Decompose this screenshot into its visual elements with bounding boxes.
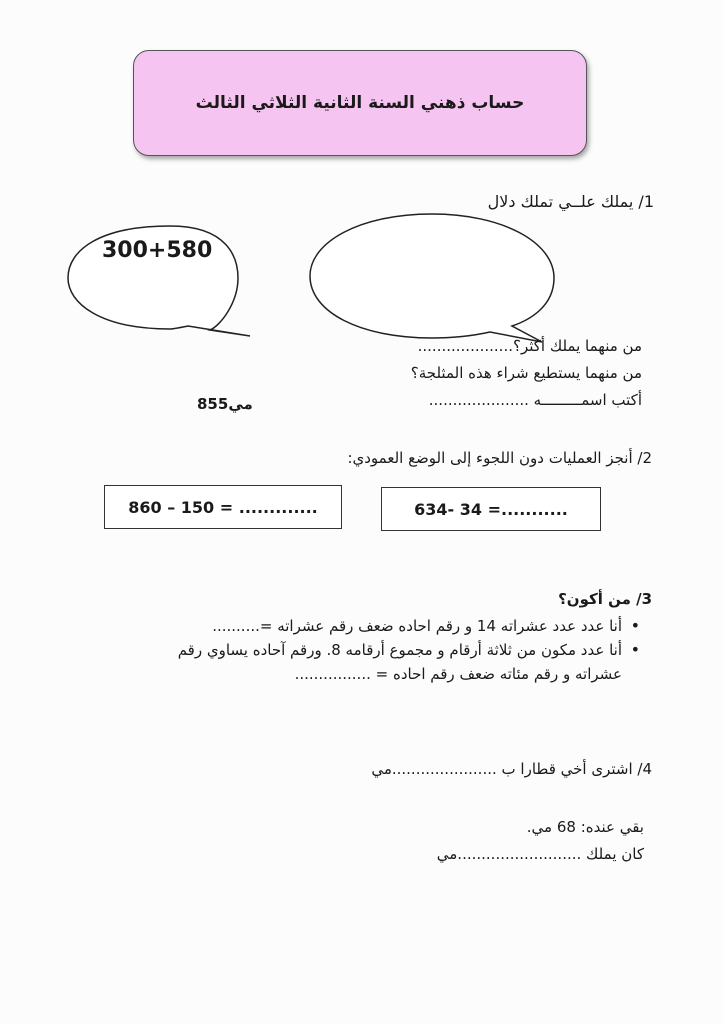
q1-question-who-has-more: من منهما يملك أكثر؟....................: [417, 337, 642, 355]
q4-had: كان يملك ..........................مي: [436, 845, 644, 863]
speech-bubble-right: [302, 208, 567, 348]
q4-header: 4/ اشترى أخي قطارا ب ......................مي: [371, 760, 652, 778]
speech-bubble-left: [60, 218, 280, 343]
q3-header: 3/ من أكون؟: [558, 590, 652, 608]
q1-question-who-can-buy: من منهما يستطيع شراء هذه المثلجة؟: [410, 364, 642, 382]
q3-bullet-2-line-1: أنا عدد مكون من ثلاثة أرقام و مجموع أرقامه 8. ورقم آحاده يساوي رقم: [177, 641, 622, 659]
q1-header: 1/ يملك علــي تملك دلال: [487, 192, 654, 211]
title-banner: [133, 50, 587, 156]
icecream-price: 855مي: [197, 395, 253, 413]
bubble-left-text: 300+580: [102, 238, 213, 263]
operation-box-left: [104, 485, 342, 529]
q3-bullet-2: [82, 638, 642, 686]
q1-write-name: أكتب اسمـــــــــه .....................: [428, 391, 642, 409]
q4-remaining: بقي عنده: 68 مي.: [526, 818, 644, 836]
q3-bullet-1: • أنا عدد عدد عشراته 14 و رقم احاده ضعف رقم عشراته =..........: [82, 614, 642, 638]
operation-right-text: 634- 34 =...........: [414, 499, 568, 519]
page-title: حساب ذهني السنة الثانية الثلاثي الثالث: [195, 93, 525, 113]
q2-header: 2/ أنجز العمليات دون اللجوء إلى الوضع العمودي:: [347, 449, 652, 467]
operation-box-right: [381, 487, 601, 531]
q3-bullets: [82, 614, 642, 686]
q3-bullet-2-line-2: عشراته و رقم مئاته ضعف رقم احاده = ................: [294, 665, 622, 683]
operation-left-text: 860 – 150 = .............: [128, 497, 318, 517]
